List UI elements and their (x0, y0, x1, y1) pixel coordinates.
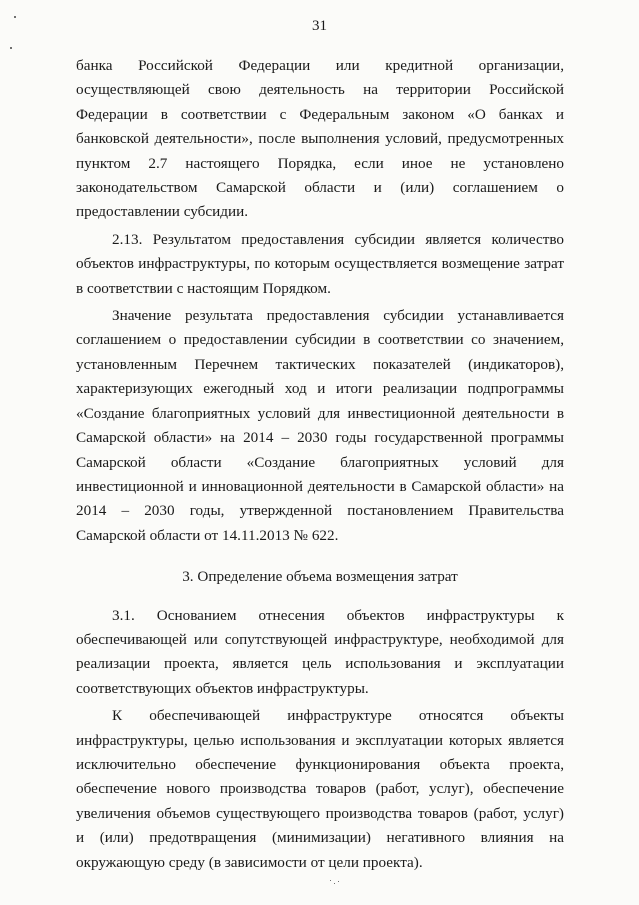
paragraph-result-value: Значение результата предоставления субсидии устанавливается соглашением о предоставлении субсидии в соответствии со значением, установленным Перечнем тактических показателей (индикаторов), характеризующих ежегодный ход и итоги реализации подпрограммы «Создание благоприятных условий для инвестиционной деятельности в Самарской области» на 2014 – 2030 годы государственной программы Самарской области «Создание благоприятных условий для инвестиционной и инновационной деятельности в Самарской области» на 2014 – 2030 годы, утвержденной постановлением Правительства Самарской области от 14.11.2013 № 622. (76, 307, 564, 544)
scan-speck (10, 47, 12, 49)
page-number: 31 (312, 18, 327, 34)
scan-speck (338, 881, 339, 882)
scan-speck (334, 883, 335, 884)
paragraph-continuation: банка Российской Федерации или кредитной организации, осуществляющей свою деятельность на территории Российской Федерации в соответствии с Федеральным законом «О банках и банковской деятельности», после выполнения условий, предусмотренных пунктом 2.7 настоящего Порядка, если иное не установлено законодательством Самарской области и (или) соглашением о предоставлении субсидии. (76, 57, 564, 221)
scan-speck (330, 880, 331, 881)
paragraph-2-13: 2.13. Результатом предоставления субсидии является количество объектов инфраструктуры, по которым осуществляется возмещение затрат в соответствии с настоящим Порядком. (76, 230, 564, 297)
scan-speck (14, 16, 16, 18)
paragraph-3-1: 3.1. Основанием отнесения объектов инфраструктуры к обеспечивающей или сопутствующей инфраструктуре, необходимой для реализации проекта, является цель использования и эксплуатации соответствующих объектов инфраструктуры. (76, 606, 564, 697)
document-body (76, 54, 564, 875)
paragraph-supporting-infrastructure: К обеспечивающей инфраструктуре относятся объекты инфраструктуры, целью использования и эксплуатации которых является исключительно обеспечение функционирования объекта проекта, обеспечение нового производства товаров (работ, услуг), обеспечение увеличения объемов существующего производства товаров (работ, услуг) и (или) предотвращения (минимизации) негативного влияния на окружающую среду (в зависимости от цели проекта). (76, 707, 564, 871)
section-heading: 3. Определение объема возмещения затрат (182, 568, 458, 586)
